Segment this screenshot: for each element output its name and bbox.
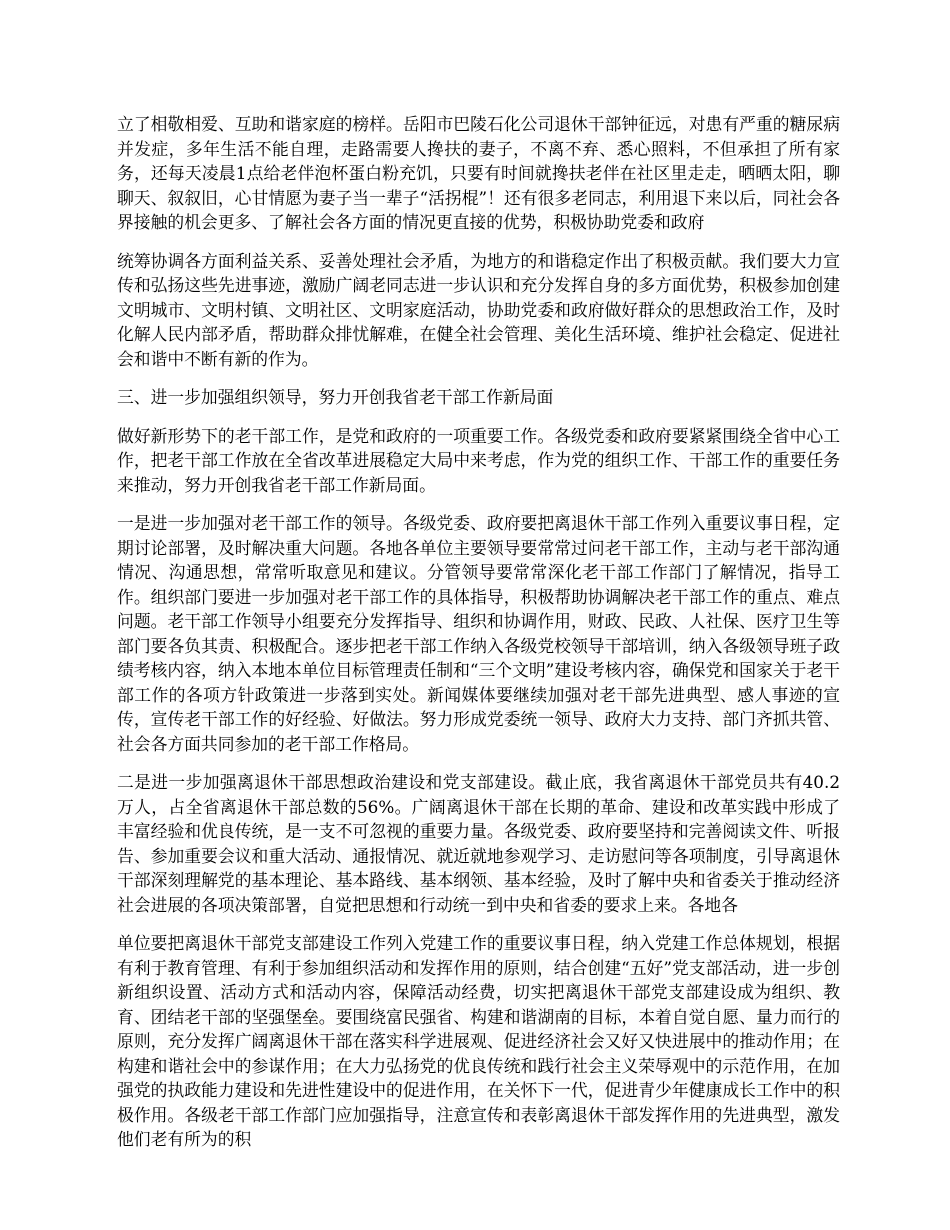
- paragraph-6: 单位要把离退休干部党支部建设工作列入党建工作的重要议事日程，纳入党建工作总体规划，根据有利于教育管理、有利于参加组织活动和发挥作用的原则，结合创建“五好”党支部活动，进一步创新组织设置、活动方式和活动内容，保障活动经费，切实把离退休干部党支部建设成为组织、教育、团结老干部的坚强堡垒。要围绕富民强省、构建和谐湖南的目标，本着自觉自愿、量力而行的原则，充分发挥广阔离退休干部在落实科学进展观、促进经济社会又好又快进展中的推动作用；在构建和谐社会中的参谋作用；在大力弘扬党的优良传统和践行社会主义荣辱观中的示范作用，在加强党的执政能力建设和先进性建设中的促进作用，在关怀下一代，促进青少年健康成长工作中的积极作用。各级老干部工作部门应加强指导，注意宣传和表彰离退休干部发挥作用的先进典型，激发他们老有所为的积: [117, 933, 840, 1149]
- paragraph-3: 做好新形势下的老干部工作，是党和政府的一项重要工作。各级党委和政府要紧紧围绕全省中心工作，把老干部工作放在全省改革进展稳定大局中来考虑，作为党的组织工作、干部工作的重要任务来推动，努力开创我省老干部工作新局面。: [117, 425, 840, 495]
- paragraph-1: 立了相敬相爱、互助和谐家庭的榜样。岳阳市巴陵石化公司退休干部钟征远，对患有严重的糖尿病并发症，多年生活不能自理，走路需要人搀扶的妻子，不离不弃、悉心照料，不但承担了所有家务，还每天凌晨1点给老伴泡杯蛋白粉充饥，只要有时间就搀扶老伴在社区里走走，晒晒太阳，聊聊天、叙叙旧，心甘情愿为妻子当一辈子“活拐棍”！还有很多老同志，利用退下来以后，同社会各界接触的机会更多、了解社会各方面的情况更直接的优势，积极协助党委和政府: [117, 114, 840, 232]
- section-heading: 三、进一步加强组织领导，努力开创我省老干部工作新局面: [117, 387, 554, 407]
- paragraph-2: 统筹协调各方面利益关系、妥善处理社会矛盾，为地方的和谐稳定作出了积极贡献。我们要大力宣传和弘扬这些先进事迹，激励广阔老同志进一步认识和充分发挥自身的多方面优势，积极参加创建文明城市、文明村镇、文明社区、文明家庭活动，协助党委和政府做好群众的思想政治工作，及时化解人民内部矛盾，帮助群众排忧解难，在健全社会管理、美化生活环境、维护社会稳定、促进社会和谐中不断有新的作为。: [117, 250, 840, 369]
- paragraph-4: 一是进一步加强对老干部工作的领导。各级党委、政府要把离退休干部工作列入重要议事日程，定期讨论部署，及时解决重大问题。各地各单位主要领导要常常过问老干部工作，主动与老干部沟通情况、沟通思想，常常听取意见和建议。分管领导要常常深化老干部工作部门了解情况，指导工作。组织部门要进一步加强对老干部工作的具体指导，积极帮助协调解决老干部工作的重点、难点问题。老干部工作领导小组要充分发挥指导、组织和协调作用，财政、民政、人社保、医疗卫生等部门要各负其责、积极配合。逐步把老干部工作纳入各级党校领导干部培训，纳入各级领导班子政绩考核内容，纳入本地本单位目标管理责任制和“三个文明”建设考核内容，确保党和国家关于老干部工作的各项方针政策进一步落到实处。新闻媒体要继续加强对老干部先进典型、感人事迹的宣传，宣传老干部工作的好经验、好做法。努力形成党委统一领导、政府大力支持、部门齐抓共管、社会各方面共同参加的老干部工作格局。: [117, 513, 840, 754]
- paragraph-5: 二是进一步加强离退休干部思想政治建设和党支部建设。截止底，我省离退休干部党员共有40.2万人，占全省离退休干部总数的56%。广阔离退休干部在长期的革命、建设和改革实践中形成了丰富经验和优良传统，是一支不可忽视的重要力量。各级党委、政府要坚持和完善阅读文件、听报告、参加重要会议和重大活动、通报情况、就近就地参观学习、走访慰问等各项制度，引导离退休干部深刻理解党的基本理论、基本路线、基本纲领、基本经验，及时了解中央和省委关于推动经济社会进展的各项决策部署，自觉把思想和行动统一到中央和省委的要求上来。各地各: [117, 772, 840, 915]
